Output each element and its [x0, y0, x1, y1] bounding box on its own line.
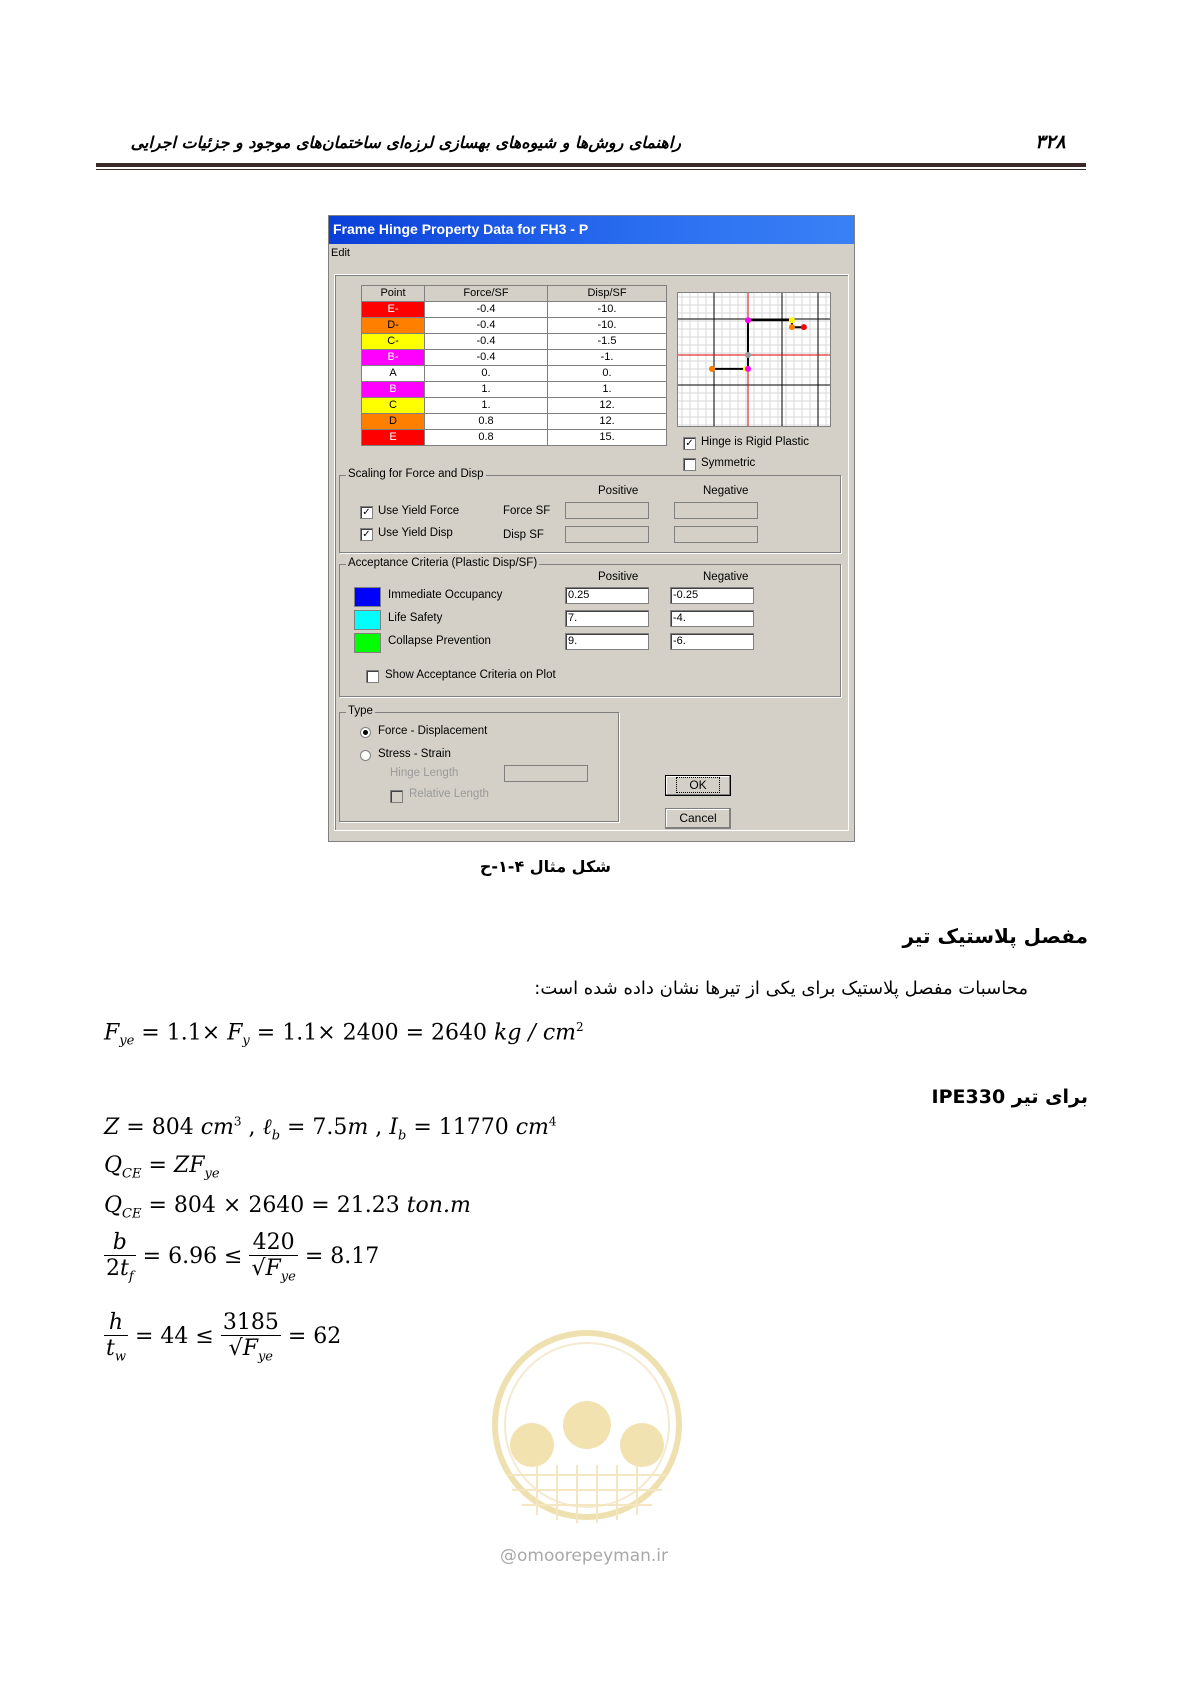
scaling-positive-label: Positive	[598, 485, 639, 497]
equation-flange: $\frac{b}{2t_f}$ = 6.96 ≤ $\frac{420}{√F_{ye}}$ = 8.17	[106, 1230, 380, 1285]
table-row[interactable]	[362, 302, 667, 318]
dialog-titlebar	[329, 216, 854, 244]
acceptance-negative-input[interactable]: -0.25	[670, 587, 754, 604]
use-yield-disp-label: Use Yield Disp	[378, 527, 453, 539]
type-group	[339, 705, 619, 822]
cancel-button[interactable]: Cancel	[665, 808, 731, 829]
use-yield-disp-checkbox[interactable]: ✓	[360, 528, 373, 541]
equation-qce-value: $Q_{CE} = 804 \times 2640 = 21.23$ ton.m	[104, 1193, 471, 1222]
points-table-wrap	[361, 285, 667, 446]
acceptance-color-swatch[interactable]	[354, 610, 381, 630]
book-title: راهنمای روش‌ها و شیوه‌های بهسازی لرزه‌ای ساختمان‌های موجود و جزئیات اجرایی	[130, 133, 681, 152]
point-cell[interactable]: E	[362, 430, 425, 446]
force-sf-negative-input[interactable]	[674, 502, 758, 519]
curve-point	[745, 317, 751, 323]
curve-point	[789, 324, 795, 330]
scaling-group	[339, 468, 841, 553]
point-cell[interactable]: B	[362, 382, 425, 398]
scaling-group-label: Scaling for Force and Disp	[348, 468, 484, 480]
table-row[interactable]	[362, 366, 667, 382]
hinge-property-dialog	[328, 215, 855, 842]
rigid-plastic-label: Hinge is Rigid Plastic	[701, 436, 810, 448]
point-cell[interactable]: C	[362, 398, 425, 414]
force-cell[interactable]: 0.8	[425, 430, 548, 446]
watermark-logo	[487, 1325, 687, 1535]
force-cell[interactable]: 1.	[425, 398, 548, 414]
point-cell[interactable]: D-	[362, 318, 425, 334]
acceptance-positive-input[interactable]: 9.	[565, 633, 649, 650]
figure-caption: شکل مثال ۴-۱-ح	[479, 857, 611, 876]
header-rule	[96, 163, 1086, 167]
equation-fye: $F_{ye} = 1.1\times F_y = 1.1\times 2400 = 2640$ kg / $cm^2$	[104, 1020, 584, 1049]
use-yield-force-label: Use Yield Force	[378, 505, 460, 517]
force-cell[interactable]: 1.	[425, 382, 548, 398]
curve-point	[789, 317, 795, 323]
table-row[interactable]	[362, 318, 667, 334]
points-table[interactable]	[361, 285, 667, 446]
curve-point	[745, 352, 751, 358]
table-row[interactable]	[362, 398, 667, 414]
use-yield-force-checkbox[interactable]: ✓	[360, 506, 373, 519]
acceptance-positive-label: Positive	[598, 571, 639, 583]
force-sf-positive-input[interactable]	[565, 502, 649, 519]
disp-cell[interactable]: -1.5	[548, 334, 667, 350]
force-cell[interactable]: 0.8	[425, 414, 548, 430]
point-cell[interactable]: C-	[362, 334, 425, 350]
show-acceptance-label: Show Acceptance Criteria on Plot	[385, 669, 556, 681]
equation-web: $\frac{h}{t_w}$ = 44 ≤ $\frac{3185}{√F_{ye}}$ = 62	[106, 1310, 342, 1365]
symmetric-checkbox[interactable]	[683, 458, 696, 471]
hinge-length-input[interactable]	[504, 765, 588, 782]
acceptance-positive-input[interactable]: 0.25	[565, 587, 649, 604]
hinge-curve-svg	[678, 293, 830, 426]
relative-length-checkbox[interactable]	[390, 790, 403, 803]
disp-cell[interactable]: 12.	[548, 398, 667, 414]
stress-strain-radio[interactable]	[360, 750, 371, 761]
acceptance-label: Immediate Occupancy	[388, 589, 503, 601]
show-acceptance-checkbox[interactable]	[366, 670, 379, 683]
acceptance-color-swatch[interactable]	[354, 633, 381, 653]
col-force: Force/SF	[425, 286, 548, 302]
disp-sf-negative-input[interactable]	[674, 526, 758, 543]
col-point: Point	[362, 286, 425, 302]
force-cell[interactable]: -0.4	[425, 318, 548, 334]
type-group-label: Type	[348, 705, 373, 717]
disp-cell[interactable]: 1.	[548, 382, 667, 398]
acceptance-color-swatch[interactable]	[354, 587, 381, 607]
ipe-heading: برای تیر IPE330	[931, 1086, 1088, 1108]
section-heading: مفصل پلاستیک تیر	[902, 924, 1088, 948]
disp-cell[interactable]: -1.	[548, 350, 667, 366]
curve-point	[745, 366, 751, 372]
dialog-panel	[334, 274, 849, 831]
disp-cell[interactable]: -10.	[548, 318, 667, 334]
acceptance-negative-input[interactable]: -6.	[670, 633, 754, 650]
disp-sf-label: Disp SF	[503, 529, 544, 541]
acceptance-negative-label: Negative	[703, 571, 749, 583]
acceptance-positive-input[interactable]: 7.	[565, 610, 649, 627]
disp-cell[interactable]: -10.	[548, 302, 667, 318]
body-paragraph: محاسبات مفصل پلاستیک برای یکی از تیرها نشان داده شده است:	[534, 978, 1028, 999]
force-cell[interactable]: 0.	[425, 366, 548, 382]
equation-qce-def: $Q_{CE} = ZF_{ye}$	[104, 1153, 220, 1182]
curve-point	[709, 366, 715, 372]
force-displacement-label: Force - Displacement	[378, 725, 488, 737]
point-cell[interactable]: D	[362, 414, 425, 430]
acceptance-label: Collapse Prevention	[388, 635, 491, 647]
scaling-negative-label: Negative	[703, 485, 749, 497]
disp-cell[interactable]: 0.	[548, 366, 667, 382]
point-cell[interactable]: A	[362, 366, 425, 382]
rigid-plastic-checkbox[interactable]: ✓	[683, 437, 696, 450]
table-row[interactable]	[362, 350, 667, 366]
page-number: ۳۲۸	[1035, 131, 1066, 153]
disp-cell[interactable]: 15.	[548, 430, 667, 446]
force-cell[interactable]: -0.4	[425, 302, 548, 318]
acceptance-label: Life Safety	[388, 612, 443, 624]
acceptance-group-label: Acceptance Criteria (Plastic Disp/SF)	[348, 557, 538, 569]
force-sf-label: Force SF	[503, 505, 551, 517]
curve-point	[801, 324, 807, 330]
table-row[interactable]	[362, 334, 667, 350]
hinge-length-label: Hinge Length	[390, 767, 459, 779]
col-disp: Disp/SF	[548, 286, 667, 302]
stress-strain-label: Stress - Strain	[378, 748, 451, 760]
point-cell[interactable]: E-	[362, 302, 425, 318]
table-row[interactable]	[362, 382, 667, 398]
acceptance-negative-input[interactable]: -4.	[670, 610, 754, 627]
table-row[interactable]	[362, 414, 667, 430]
relative-length-label: Relative Length	[409, 788, 489, 800]
force-cell[interactable]: -0.4	[425, 334, 548, 350]
equation-z: Z = 804 $cm^3$ , ℓ$_b$ = 7.5m , $I_b = 11770$ $cm^4$	[104, 1114, 557, 1144]
header-rule-thin	[96, 169, 1086, 170]
watermark-url: @omoorepeyman.ir	[500, 1546, 669, 1566]
menu-edit[interactable]: Edit	[331, 247, 350, 259]
dialog-title: Frame Hinge Property Data for FH3 - P	[333, 221, 589, 237]
ok-label: OK	[676, 777, 719, 793]
ok-button[interactable]	[665, 775, 731, 796]
disp-cell[interactable]: 12.	[548, 414, 667, 430]
disp-sf-positive-input[interactable]	[565, 526, 649, 543]
symmetric-label: Symmetric	[701, 457, 756, 469]
table-row[interactable]	[362, 430, 667, 446]
acceptance-group	[339, 557, 841, 697]
hinge-plot	[677, 292, 831, 427]
point-cell[interactable]: B-	[362, 350, 425, 366]
force-cell[interactable]: -0.4	[425, 350, 548, 366]
force-displacement-radio[interactable]	[360, 727, 371, 738]
